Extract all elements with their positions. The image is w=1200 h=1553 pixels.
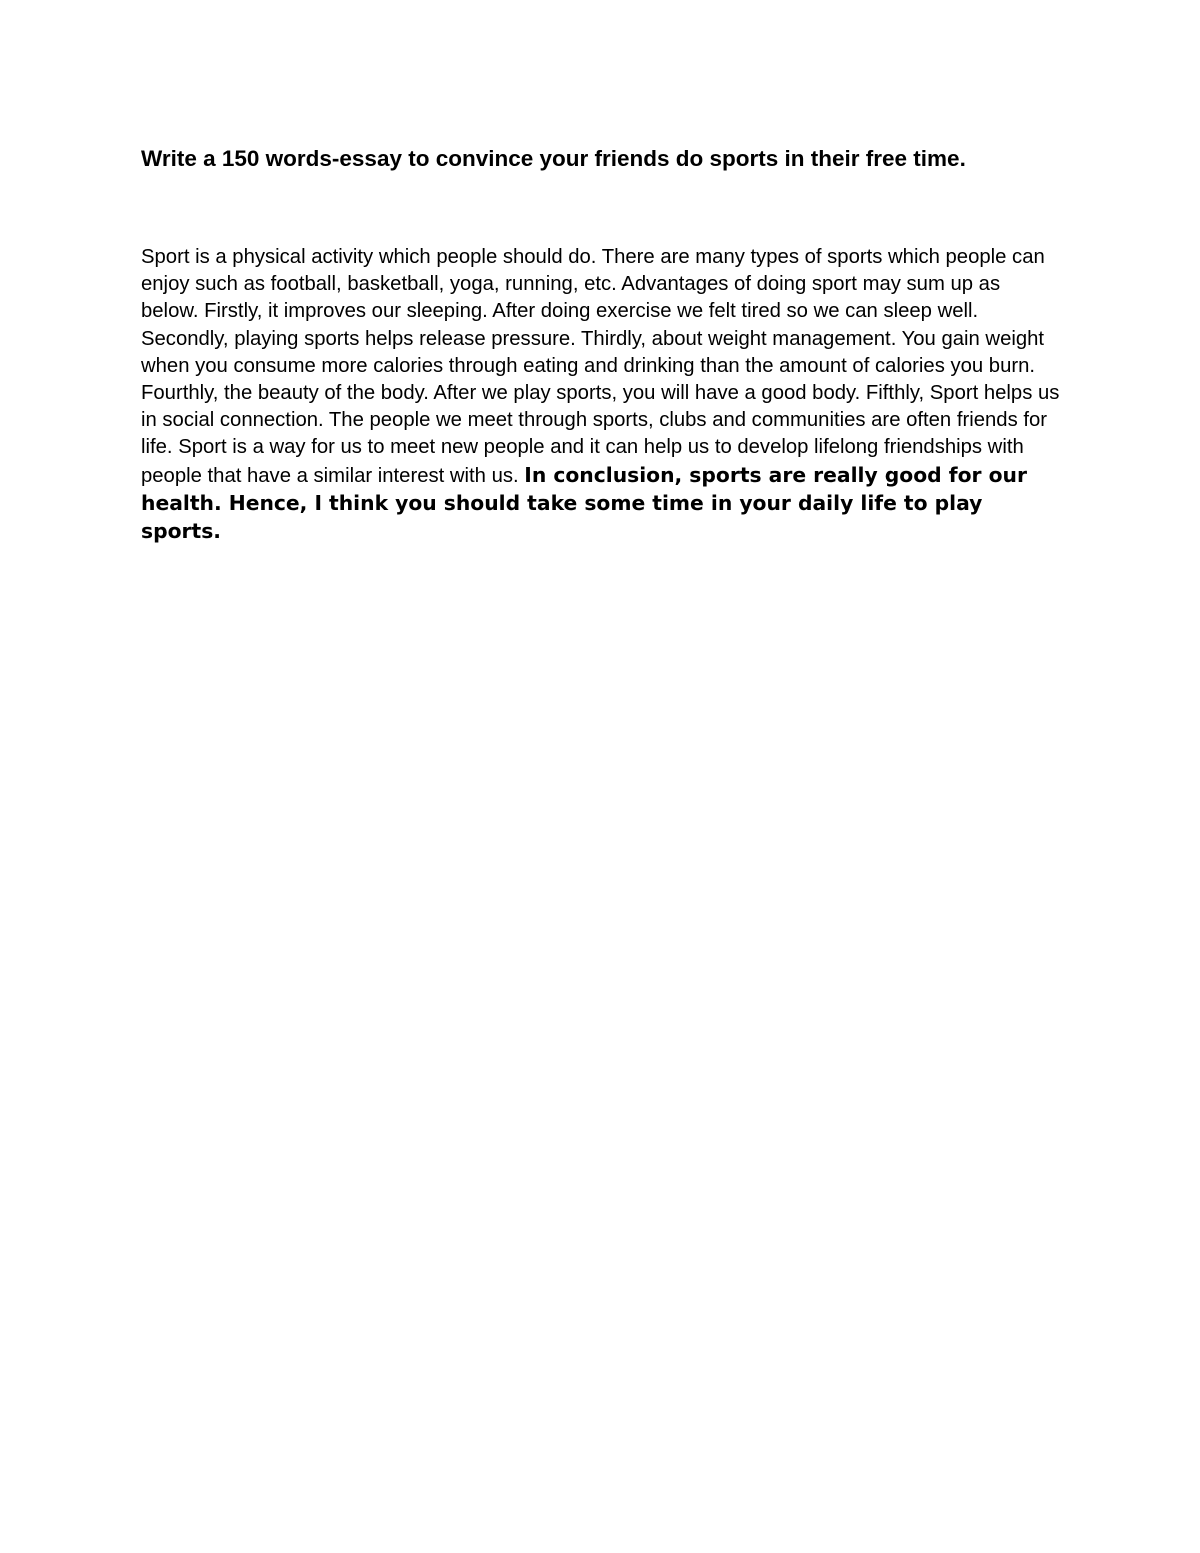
essay-conclusion-text: In conclusion, sports are really good for our health. Hence, I think you should take some time in your daily life to play sports. <box>141 462 1027 544</box>
essay-prompt-title: Write a 150 words-essay to convince your friends do sports in their free time. <box>141 146 966 171</box>
essay-paragraph <box>141 244 1063 546</box>
essay-body-text: Sport is a physical activity which people should do. There are many types of sports which people can enjoy such as football, basketball, yoga, running, etc. Advantages of doing sport may sum up as below. Firstly, it improves our sleeping. After doing exercise we felt tired so we can sleep well. Secondly, playing sports helps release pressure. Thirdly, about weight management. You gain weight when you consume more calories through eating and drinking than the amount of calories you burn. Fourthly, the beauty of the body. After we play sports, you will have a good body. Fifthly, Sport helps us in social connection. The people we meet through sports, clubs and communities are often friends for life. Sport is a way for us to meet new people and it can help us to develop lifelong friendships with people that have a similar interest with us. <box>141 246 1060 487</box>
document-content <box>141 143 1063 546</box>
